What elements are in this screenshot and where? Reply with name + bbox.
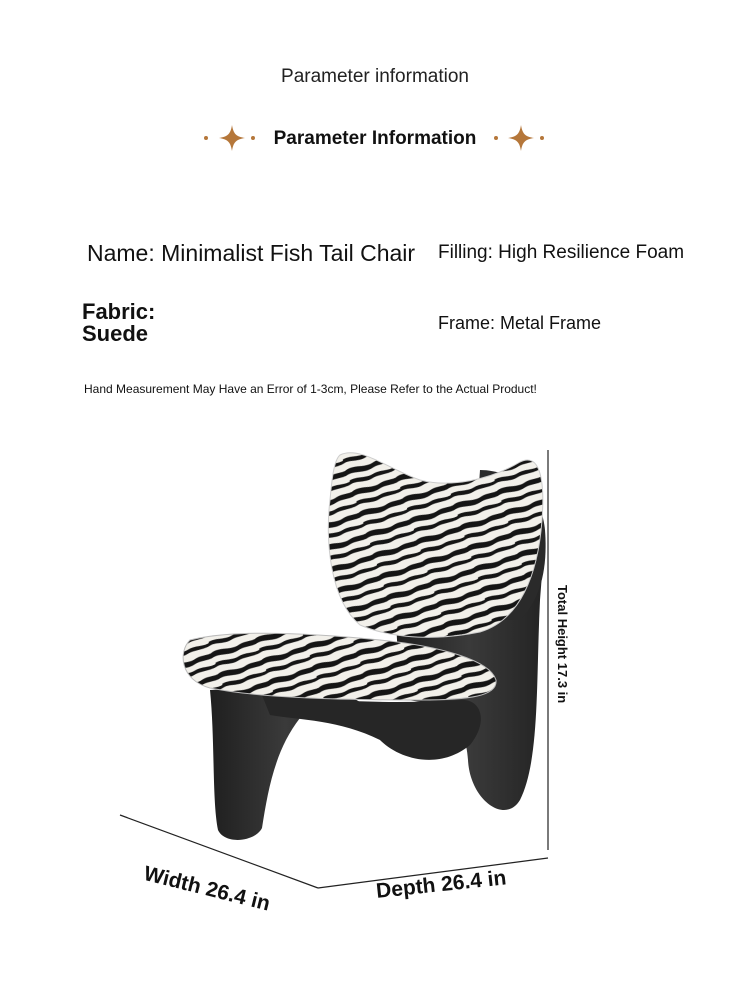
measurement-note: Hand Measurement May Have an Error of 1-3cm, Please Refer to the Actual Product! xyxy=(84,382,537,396)
page-subtitle: Parameter information xyxy=(281,66,469,87)
spec-name: Name: Minimalist Fish Tail Chair xyxy=(87,240,416,266)
section-title: Parameter Information xyxy=(273,128,477,149)
spec-fabric-label: Fabric: xyxy=(82,299,156,324)
chair-backrest xyxy=(328,453,542,638)
depth-label: Depth 26.4 in xyxy=(375,866,508,903)
height-label: Total Height 17.3 in xyxy=(555,585,570,704)
width-label: Width 26.4 in xyxy=(141,862,273,916)
spec-filling: Filling: High Resilience Foam xyxy=(438,242,685,263)
spec-fabric-value: Suede xyxy=(82,321,149,346)
spec-frame: Frame: Metal Frame xyxy=(438,313,602,333)
